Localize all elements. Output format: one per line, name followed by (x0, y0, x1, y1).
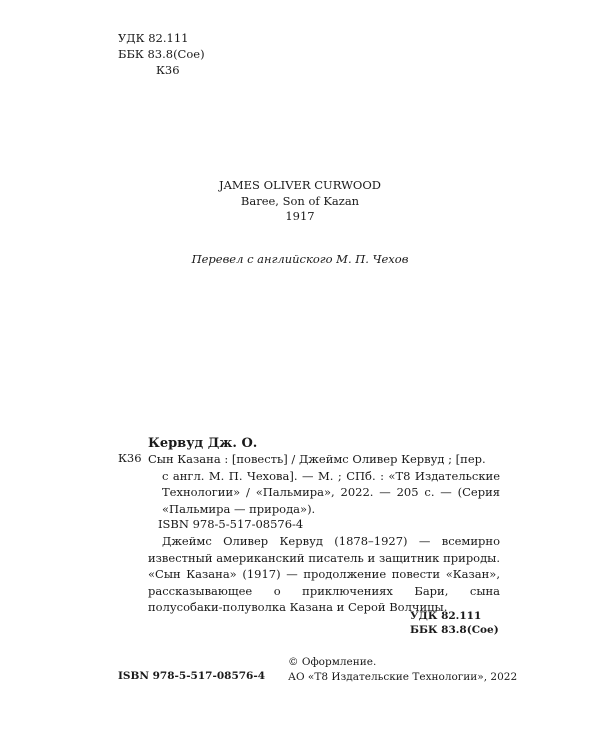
catalog-isbn: ISBN 978-5-517-08576-4 (158, 517, 304, 531)
original-author: JAMES OLIVER CURWOOD (218, 178, 382, 192)
copyright-block (288, 655, 517, 685)
catalog-udk: УДК 82.111 (410, 610, 482, 622)
translator-note: Перевел с английского М. П. Чехов (191, 252, 409, 266)
catalog-description-first-line: Сын Казана : [повесть] / Джеймс Оливер Кервуд ; [пер. (148, 452, 486, 466)
catalog-description-rest: с англ. М. П. Чехова]. — М. ; СПб. : «Т8 Издательские Технологии» / «Пальмира», 2022. — 205 с. — (Серия «Пальмира — природа»). (162, 468, 500, 516)
catalog-annotation (148, 533, 500, 616)
catalog-description (148, 451, 500, 517)
bbk-code: ББК 83.8(Сое) (118, 47, 205, 61)
original-edition-info (0, 178, 600, 225)
catalog-author-code: К36 (118, 451, 142, 465)
catalog-classification (410, 609, 499, 637)
original-title: Baree, Son of Kazan (240, 193, 360, 208)
annotation-text: Джеймс Оливер Кервуд (1878–1927) — всемирно известный американский писатель и защитник природы. «Сын Казана» (1917) — продолжение повести «Казан», рассказывающее о приключениях Бари, сына полусобаки-полуволка Казана и Серой Волчицы. (148, 534, 500, 614)
design-copyright: © Оформление. (288, 656, 377, 668)
footer-isbn: ISBN 978-5-517-08576-4 (118, 670, 266, 682)
udk-code: УДК 82.111 (118, 31, 189, 45)
catalog-bbk: ББК 83.8(Сое) (410, 624, 499, 636)
author-code: К36 (156, 63, 180, 77)
publisher-copyright: АО «Т8 Издательские Технологии», 2022 (288, 671, 518, 683)
catalog-author-heading: Кервуд Дж. О. (148, 436, 258, 451)
classification-block (118, 30, 205, 78)
original-year: 1917 (285, 209, 315, 223)
